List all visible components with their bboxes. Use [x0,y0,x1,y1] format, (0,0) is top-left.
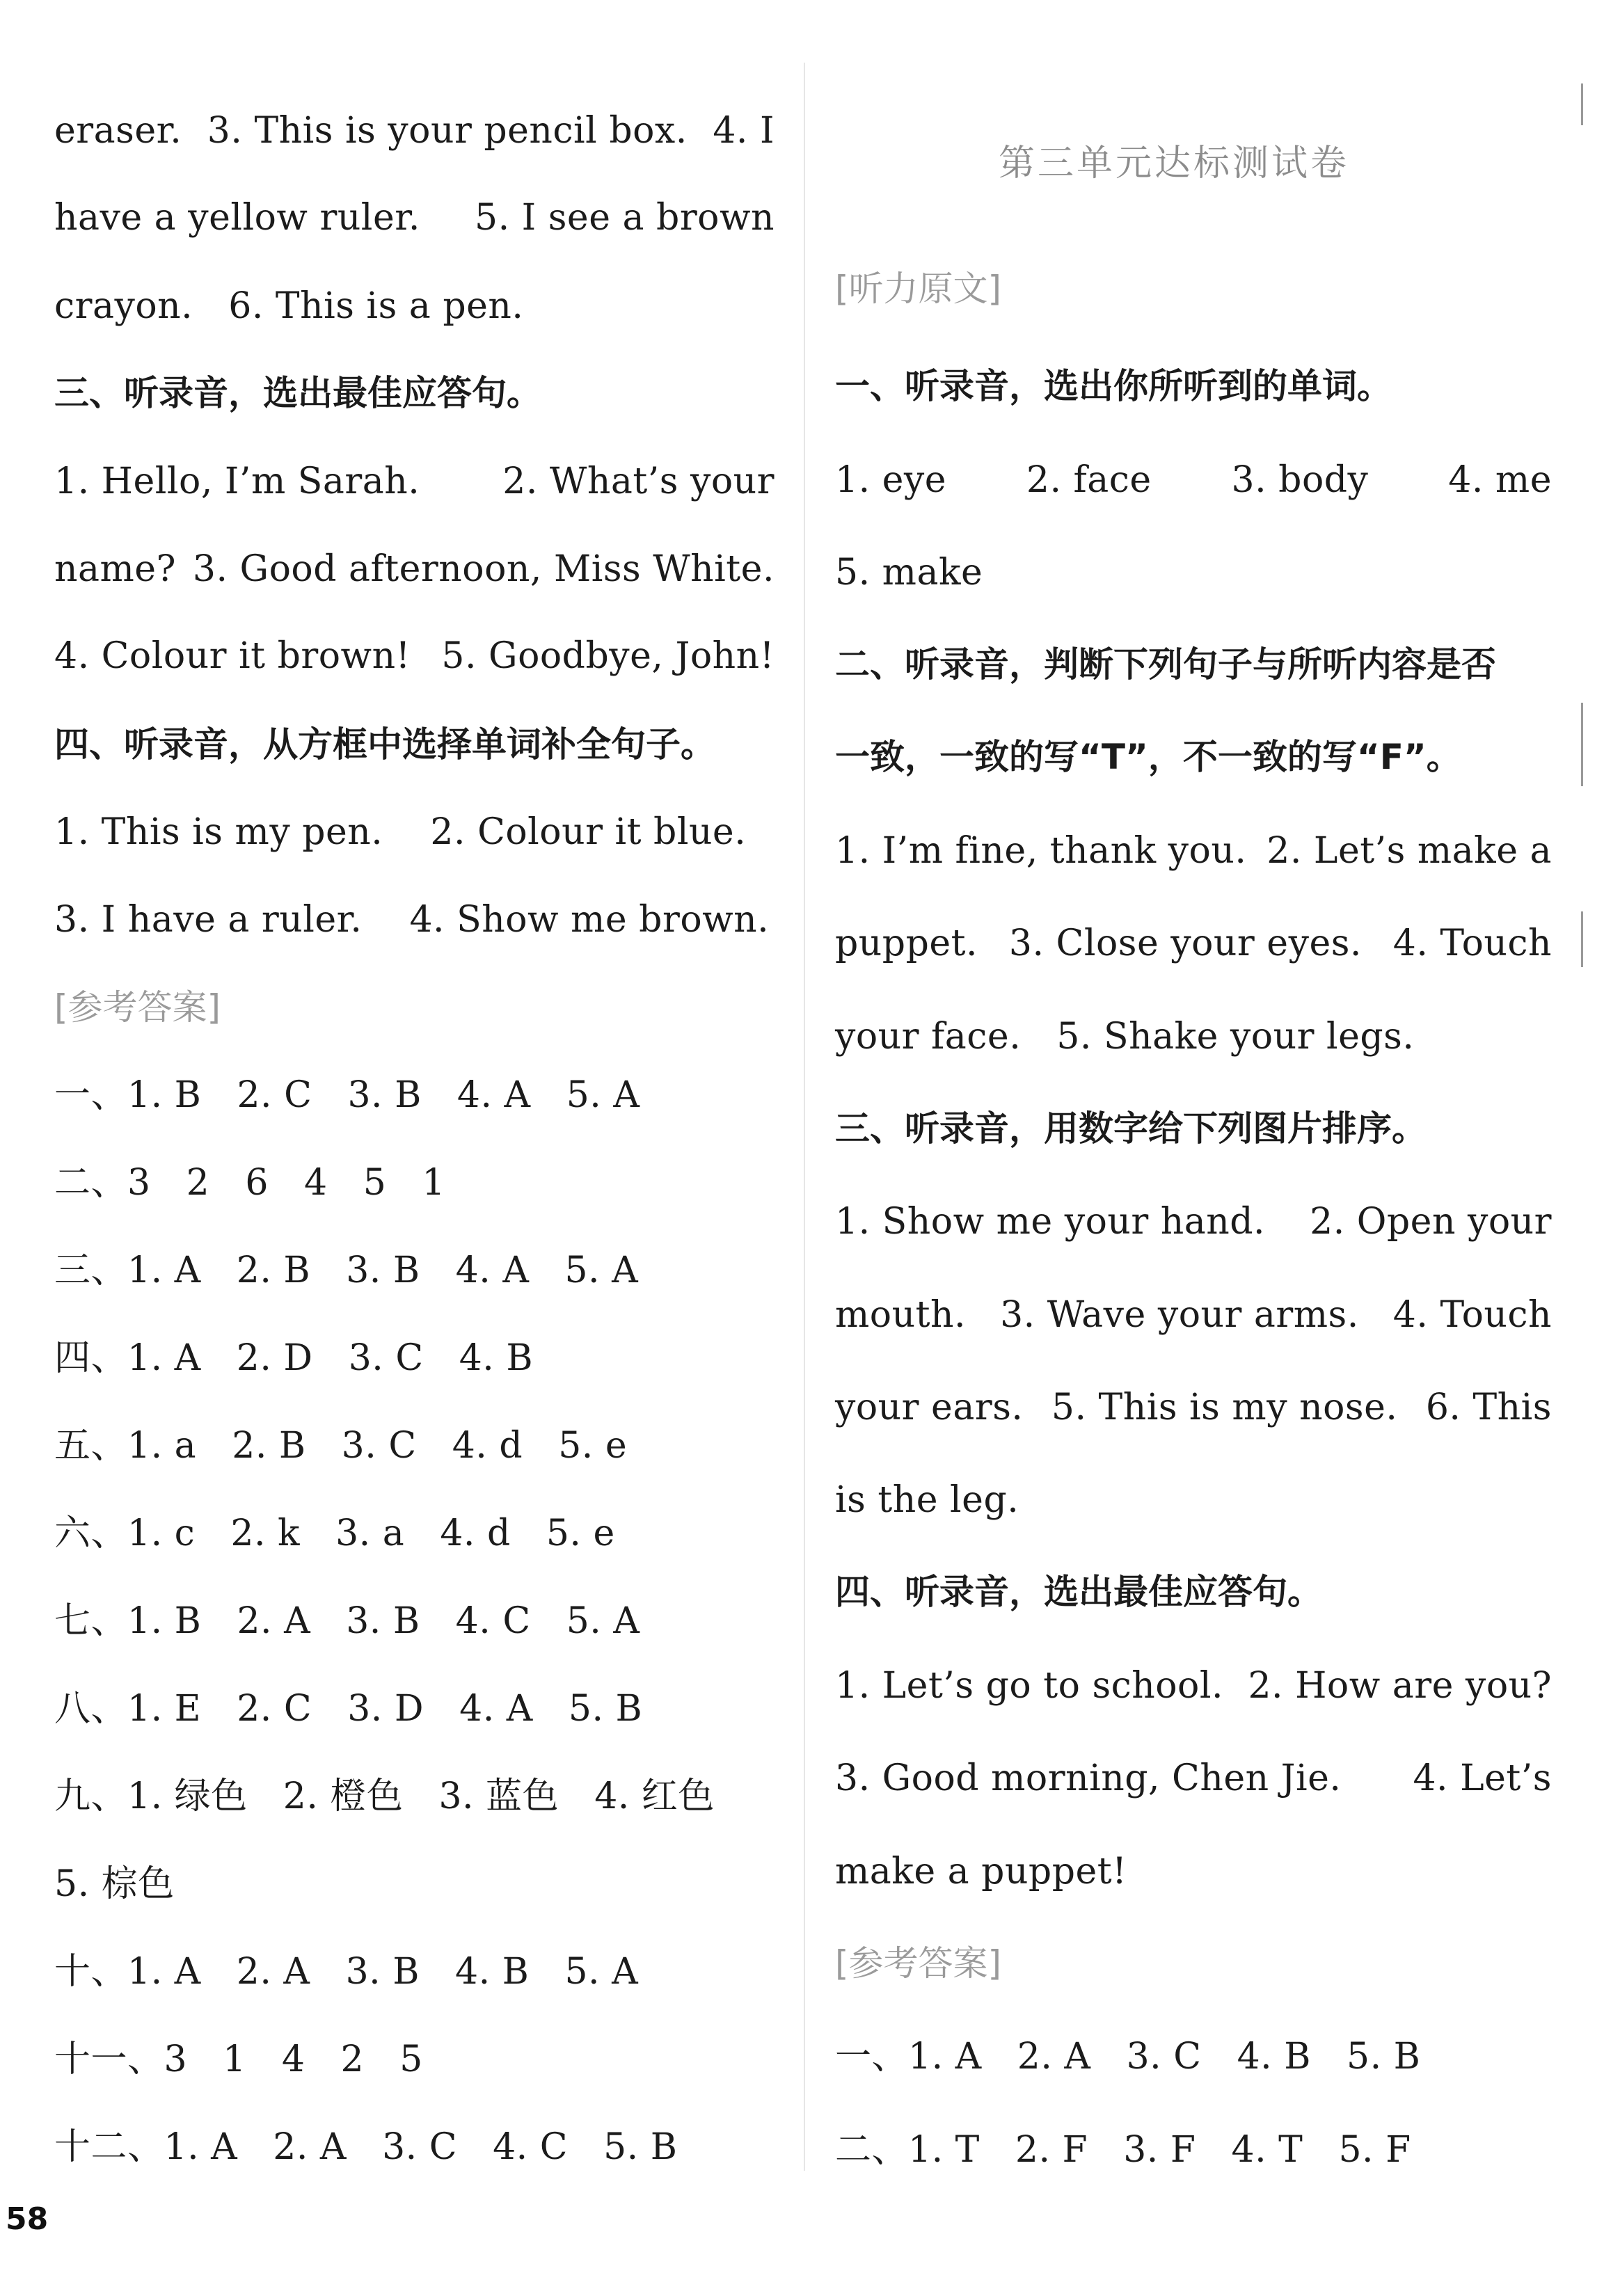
text-line: 1. Show me your hand. 2. Open your [835,1201,1552,1243]
text-line: eraser. 3. This is your pencil box. 4. I [54,110,775,152]
section-heading: 四、听录音，从方框中选择单词补全句子。 [54,724,715,765]
text-line: name? 3. Good afternoon, Miss White. [54,548,775,590]
column-divider [804,63,805,2171]
text-line: 1. eye 2. face 3. body 4. me [835,459,1552,501]
text-line: 1. Let’s go to school. 2. How are you? [835,1665,1552,1707]
text-line: your ears. 5. This is my nose. 6. This [835,1387,1552,1428]
answer-line: 九、1. 绿色 2. 橙色 3. 蓝色 4. 红色 [54,1776,715,1817]
text-line: crayon. 6. This is a pen. [54,285,524,327]
answer-line: 六、1. c 2. k 3. a 4. d 5. e [54,1513,615,1554]
answer-line: 四、1. A 2. D 3. C 4. B [54,1337,534,1379]
answer-line: 十一、3 1 4 2 5 [54,2039,423,2080]
answers-label: [参考答案] [835,1943,1002,1984]
answer-line: 八、1. E 2. C 3. D 4. A 5. B [54,1688,643,1730]
edge-mark [1581,911,1583,967]
answer-line: 二、3 2 6 4 5 1 [54,1162,445,1204]
text-line: make a puppet! [835,1851,1127,1892]
section-heading: 三、听录音，用数字给下列图片排序。 [835,1108,1427,1149]
text-line: have a yellow ruler. 5. I see a brown [54,197,775,239]
edge-mark [1581,703,1583,786]
answer-line: 一、1. A 2. A 3. C 4. B 5. B [835,2036,1421,2078]
section-heading: 一致，一致的写“T”，不一致的写“F”。 [835,737,1461,777]
section-heading: 三、听录音，选出最佳应答句。 [54,373,541,413]
page-number: 58 [6,2201,49,2237]
answer-line: 七、1. B 2. A 3. B 4. C 5. A [54,1600,640,1642]
text-line: puppet. 3. Close your eyes. 4. Touch [835,923,1552,964]
text-line: is the leg. [835,1479,1019,1521]
text-line: 1. This is my pen. 2. Colour it blue. [54,811,747,853]
page-title: 第三单元达标测试卷 [999,143,1350,184]
answer-line: 五、1. a 2. B 3. C 4. d 5. e [54,1425,628,1467]
text-line: your face. 5. Shake your legs. [835,1016,1415,1058]
text-line: mouth. 3. Wave your arms. 4. Touch [835,1294,1552,1336]
text-line: 4. Colour it brown! 5. Goodbye, John! [54,635,775,677]
section-heading: 四、听录音，选出最佳应答句。 [835,1572,1322,1612]
answer-line: 十、1. A 2. A 3. B 4. B 5. A [54,1951,639,1993]
answer-line: 十二、1. A 2. A 3. C 4. C 5. B [54,2126,678,2168]
text-line: 3. I have a ruler. 4. Show me brown. [54,899,770,941]
section-heading: 一、听录音，选出你所听到的单词。 [835,366,1392,406]
answer-line: 三、1. A 2. B 3. B 4. A 5. A [54,1250,639,1291]
section-heading: 二、听录音，判断下列句子与所听内容是否 [835,644,1496,685]
answer-line: 5. 棕色 [54,1863,175,1905]
text-line: 1. Hello, I’m Sarah. 2. What’s your [54,461,775,502]
answer-line: 二、1. T 2. F 3. F 4. T 5. F [835,2129,1411,2171]
edge-mark [1581,83,1583,125]
text-line: 1. I’m fine, thank you. 2. Let’s make a [835,830,1552,872]
transcript-label: [听力原文] [835,269,1002,309]
text-line: 5. make [835,552,983,593]
answers-label: [参考答案] [54,987,221,1028]
answer-line: 一、1. B 2. C 3. B 4. A 5. A [54,1074,640,1116]
text-line: 3. Good morning, Chen Jie. 4. Let’s [835,1757,1552,1799]
